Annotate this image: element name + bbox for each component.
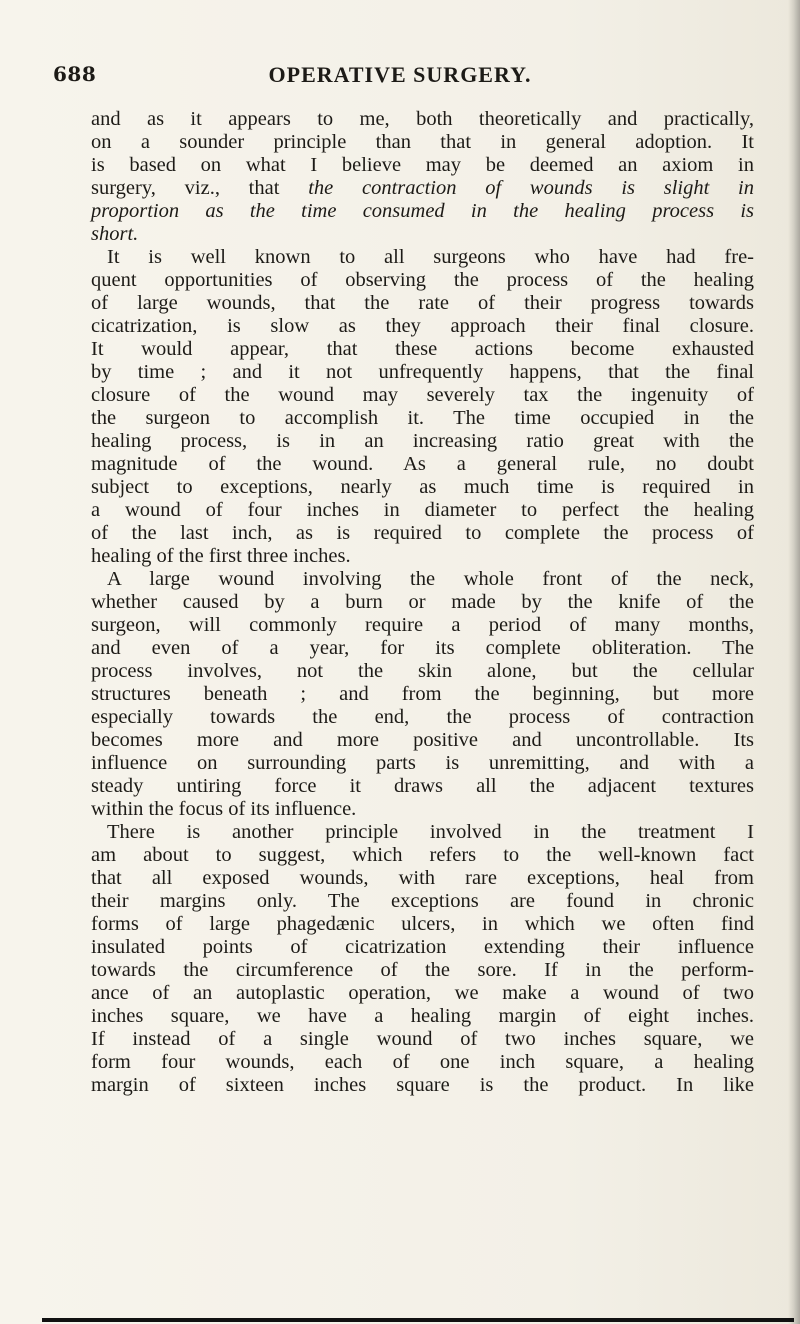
text-line: quent opportunities of observing the process of the healing	[91, 269, 754, 291]
text-line: healing process, is in an increasing ratio great with the	[91, 430, 754, 452]
text-line: the surgeon to accomplish it. The time occupied in the	[91, 407, 754, 429]
paragraph-start: It is well known to all surgeons who have had fre-	[107, 246, 754, 268]
text-line: a wound of four inches in diameter to perfect the healing	[91, 499, 754, 521]
text-line: influence on surrounding parts is unremitting, and with a	[91, 752, 754, 774]
text-line: and as it appears to me, both theoretically and practically,	[91, 108, 754, 130]
text-line: am about to suggest, which refers to the well-known fact	[91, 844, 754, 866]
text-line: It would appear, that these actions become exhausted	[91, 338, 754, 360]
text-line: of large wounds, that the rate of their progress towards	[91, 292, 754, 314]
text-line: within the focus of its influence.	[91, 798, 357, 820]
text-line-italic	[91, 223, 754, 246]
text-line: closure of the wound may severely tax the ingenuity of	[91, 384, 754, 406]
text-line: form four wounds, each of one inch square, a healing	[91, 1051, 754, 1073]
text-line: that all exposed wounds, with rare exceptions, heal from	[91, 867, 754, 889]
text-line: surgeon, will commonly require a period of many months,	[91, 614, 754, 636]
text-line: cicatrization, is slow as they approach their final closure.	[91, 315, 754, 337]
text-line-prefix: surgery, viz., that	[91, 177, 309, 199]
text-line: process involves, not the skin alone, but the cellular	[91, 660, 754, 682]
text-line: If instead of a single wound of two inches square, we	[91, 1028, 754, 1050]
text-line-mixed	[91, 177, 754, 200]
text-line: of the last inch, as is required to complete the process of	[91, 522, 754, 544]
paragraph-start: A large wound involving the whole front of the neck,	[107, 568, 754, 590]
text-line: by time ; and it not unfrequently happens, that the final	[91, 361, 754, 383]
text-line: magnitude of the wound. As a general rule, no doubt	[91, 453, 754, 475]
text-line: steady untiring force it draws all the adjacent textures	[91, 775, 754, 797]
text-line: whether caused by a burn or made by the knife of the	[91, 591, 754, 613]
body-text	[91, 108, 754, 1097]
text-line: becomes more and more positive and uncontrollable. Its	[91, 729, 754, 751]
text-line: ance of an autoplastic operation, we make a wound of two	[91, 982, 754, 1004]
text-line: towards the circumference of the sore. If in the perform-	[91, 959, 754, 981]
running-head: OPERATIVE SURGERY.	[268, 62, 532, 87]
page-header	[0, 62, 800, 92]
text-line: insulated points of cicatrization extending their influence	[91, 936, 754, 958]
text-line-italic	[91, 200, 754, 223]
text-line: subject to exceptions, nearly as much time is required in	[91, 476, 754, 498]
text-line: on a sounder principle than that in general adoption. It	[91, 131, 754, 153]
text-line: margin of sixteen inches square is the product. In like	[91, 1074, 754, 1096]
italic-text: proportion as the time consumed in the healing process is	[91, 200, 754, 222]
text-line: inches square, we have a healing margin of eight inches.	[91, 1005, 754, 1027]
paragraph-start: There is another principle involved in the treatment I	[107, 821, 754, 843]
italic-text: the contraction of wounds is slight in	[308, 177, 754, 199]
page-number: 688	[53, 62, 97, 86]
text-line: and even of a year, for its complete obliteration. The	[91, 637, 754, 659]
text-line: healing of the first three inches.	[91, 545, 351, 567]
text-line: is based on what I believe may be deemed an axiom in	[91, 154, 754, 176]
text-line: their margins only. The exceptions are found in chronic	[91, 890, 754, 912]
page-edge-shadow	[788, 0, 800, 1324]
text-line: structures beneath ; and from the beginning, but more	[91, 683, 754, 705]
text-line: forms of large phagedænic ulcers, in which we often find	[91, 913, 754, 935]
italic-text: short.	[91, 223, 139, 245]
bottom-border-line	[42, 1318, 794, 1322]
text-line: especially towards the end, the process of contraction	[91, 706, 754, 728]
